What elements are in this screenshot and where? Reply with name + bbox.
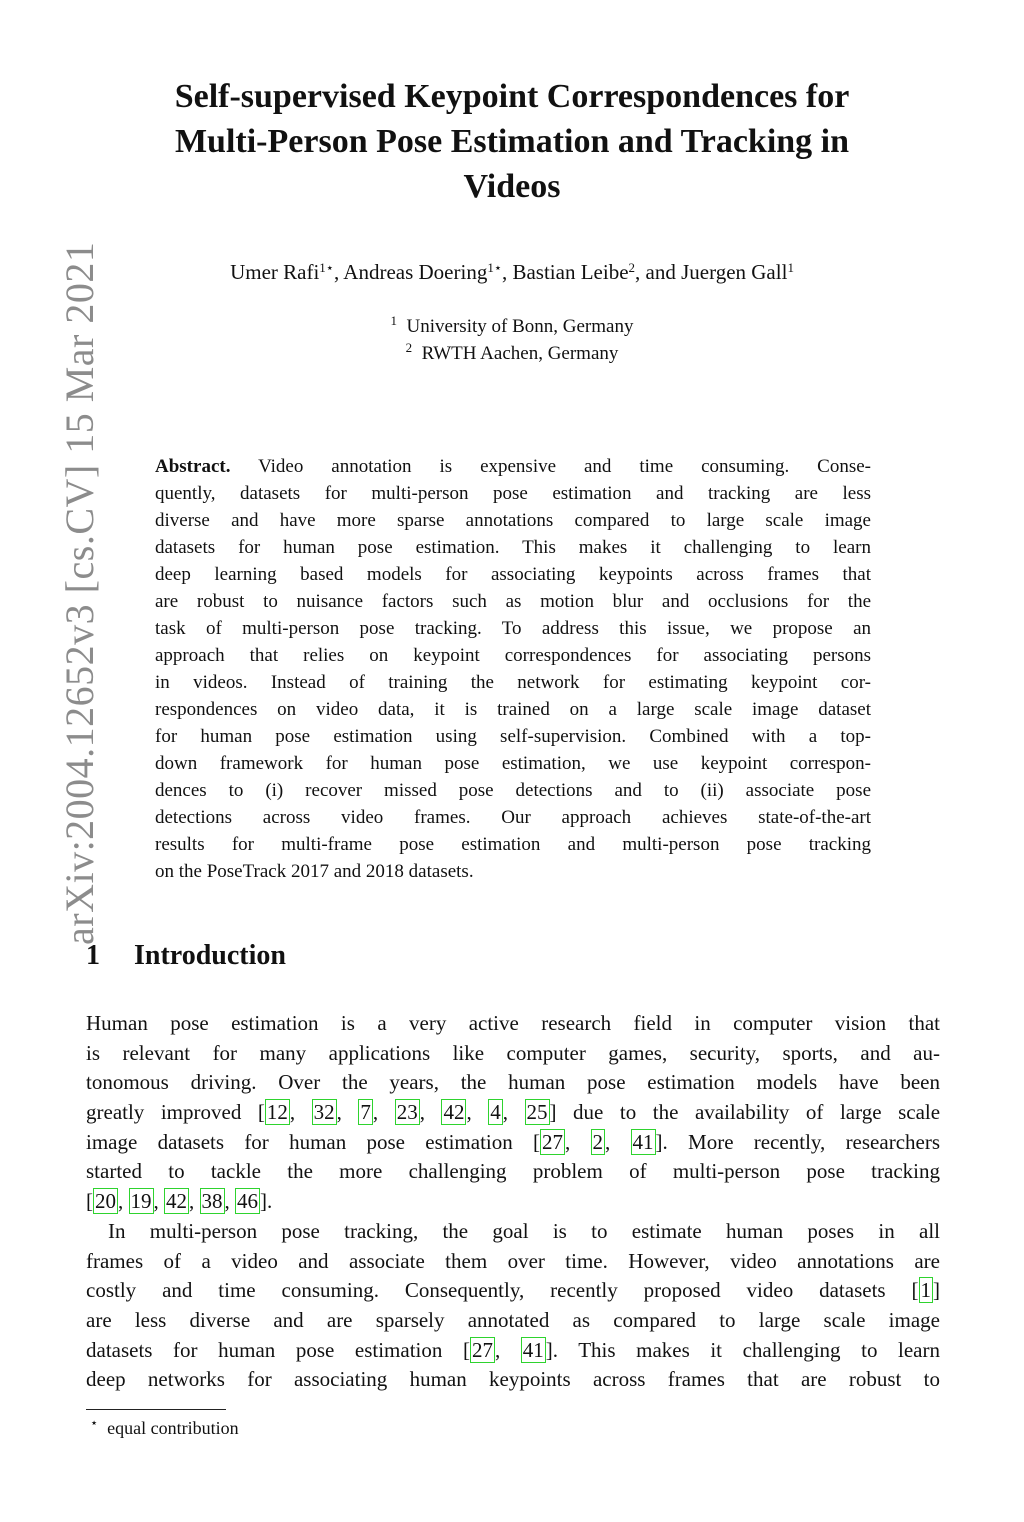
affiliation [90, 340, 934, 365]
citation-link[interactable]: 42 [166, 1189, 187, 1214]
citation-link[interactable]: 27 [542, 1129, 563, 1154]
body-line: started to tackle the more challenging problem of multi-person pose tracking [86, 1159, 940, 1184]
body-text-segment: image datasets for human pose estimation [ [86, 1129, 540, 1154]
citation-link[interactable]: 7 [360, 1100, 371, 1125]
section-title: Introduction [134, 940, 286, 971]
body-line: tonomous driving. Over the years, the human pose estimation models have been [86, 1070, 940, 1095]
citation-link[interactable]: 32 [313, 1100, 335, 1125]
body-line: image datasets for human pose estimation [27, 2, 41]. More recently, researchers [86, 1129, 940, 1154]
abstract-line: deep learning based models for associating keypoints across frames that [155, 564, 871, 585]
arxiv-identifier-stamp: arXiv:2004.12652v3 [cs.CV] 15 Mar 2021 [57, 241, 102, 945]
author-affiliation-mark: 1⋆ [319, 260, 334, 275]
abstract-line: on the PoseTrack 2017 and 2018 datasets. [155, 861, 474, 882]
citation-link[interactable]: 41 [632, 1129, 654, 1154]
body-text-segment: ] [933, 1278, 940, 1303]
citation-link[interactable]: 19 [130, 1189, 152, 1214]
author-name: Umer Rafi [230, 260, 320, 284]
body-text-segment: ] due to the availability of large scale [549, 1100, 941, 1125]
author-name: Bastian Leibe [512, 260, 629, 284]
body-line: is relevant for many applications like computer games, security, sports, and au- [86, 1040, 940, 1065]
author-list [90, 260, 934, 285]
paper-title [90, 74, 934, 209]
abstract-line: detections across video frames. Our approach achieves state-of-the-art [155, 807, 871, 828]
citation-link[interactable]: 38 [201, 1189, 223, 1214]
abstract-line: approach that relies on keypoint correspondences for associating persons [155, 645, 871, 666]
abstract-line: datasets for human pose estimation. This makes it challenging to learn [155, 537, 871, 558]
abstract-line [155, 453, 871, 480]
author-affiliation-mark: 1⋆ [487, 260, 502, 275]
title-line: Self-supervised Keypoint Correspondences for [174, 78, 850, 115]
author-affiliation-mark: 2 [628, 260, 636, 275]
footnote [90, 1415, 239, 1439]
body-line: Human pose estimation is a very active research field in computer vision that [86, 1011, 940, 1035]
abstract-line: results for multi-frame pose estimation and multi-person pose tracking [155, 834, 871, 855]
body-text-segment: ]. More recently, researchers [655, 1129, 940, 1154]
abstract-line: are robust to nuisance factors such as motion blur and occlusions for the [155, 591, 871, 612]
affiliation [90, 313, 934, 338]
citation-link[interactable]: 12 [266, 1100, 288, 1125]
citation-link[interactable]: 4 [490, 1100, 501, 1125]
abstract-line: in videos. Instead of training the network for estimating keypoint cor- [155, 672, 871, 693]
body-line: are less diverse and are sparsely annotated as compared to large scale image [86, 1307, 940, 1332]
citation-link[interactable]: 25 [526, 1100, 548, 1125]
title-line: Multi-Person Pose Estimation and Tracking in [174, 123, 850, 160]
citation-link[interactable]: 2 [592, 1129, 604, 1154]
body-text-segment: [ [86, 1189, 93, 1214]
abstract [155, 453, 871, 885]
body-line: greatly improved [12, 32, 7, 23, 42, 4, 25] due to the availability of large scale [86, 1100, 941, 1125]
body-text-segment: ]. This makes it challenging to learn [545, 1337, 940, 1362]
body-line [86, 1276, 940, 1306]
affiliation-mark: 2 [405, 340, 413, 355]
abstract-line: dences to (i) recover missed pose detections and to (ii) associate pose [155, 780, 871, 801]
affiliation-text: RWTH Aachen, Germany [421, 343, 619, 364]
author-name: Andreas Doering [343, 260, 488, 284]
footnote-mark: ⋆ [90, 1415, 99, 1430]
body-line: deep networks for associating human keypoints across frames that are robust to [86, 1367, 940, 1392]
abstract-line: quently, datasets for multi-person pose estimation and tracking are less [155, 483, 871, 504]
section-number: 1 [86, 940, 100, 971]
citation-link[interactable]: 1 [920, 1278, 931, 1303]
body-text [86, 1009, 940, 1395]
author-name: Juergen Gall [681, 260, 788, 284]
author-separator: , and [635, 260, 682, 284]
citation-link[interactable]: 41 [522, 1337, 544, 1362]
abstract-line: down framework for human pose estimation, we use keypoint correspon- [155, 753, 871, 774]
body-text-segment: ]. [260, 1189, 273, 1214]
body-line: [20, 19, 42, 38, 46]. [86, 1189, 273, 1214]
footnote-text: equal contribution [107, 1418, 239, 1438]
abstract-text: Video annotation is expensive and time consuming. Conse- [258, 456, 871, 477]
author-separator: , [501, 260, 513, 284]
title-line: Videos [463, 168, 561, 205]
body-line: In multi-person pose tracking, the goal is to estimate human poses in all [108, 1218, 940, 1243]
abstract-line: for human pose estimation using self-supervision. Combined with a top- [155, 726, 871, 747]
section-heading [86, 940, 286, 972]
body-line: frames of a video and associate them over time. However, video annotations are [86, 1248, 940, 1273]
body-line: datasets for human pose estimation [27, 41]. This makes it challenging to learn [86, 1337, 940, 1362]
citation-link[interactable]: 27 [471, 1337, 493, 1362]
citation-link[interactable]: 20 [95, 1189, 116, 1214]
footnote-divider [86, 1409, 226, 1410]
citation-link[interactable]: 42 [443, 1100, 465, 1125]
affiliation-text: University of Bonn, Germany [406, 316, 634, 337]
abstract-line: respondences on video data, it is trained on a large scale image dataset [155, 699, 871, 720]
body-text-segment: costly and time consuming. Consequently, recently proposed video datasets [ [86, 1278, 919, 1303]
body-text-segment: datasets for human pose estimation [ [86, 1337, 470, 1362]
citation-link[interactable]: 46 [237, 1189, 258, 1214]
author-separator: , [333, 260, 344, 284]
abstract-label: Abstract. [155, 456, 231, 477]
abstract-line: diverse and have more sparse annotations compared to large scale image [155, 510, 871, 531]
author-affiliation-mark: 1 [787, 260, 794, 275]
abstract-line: task of multi-person pose tracking. To address this issue, we propose an [155, 618, 871, 639]
citation-link[interactable]: 23 [396, 1100, 418, 1125]
affiliation-mark: 1 [390, 313, 398, 328]
body-text-segment: greatly improved [ [86, 1100, 265, 1125]
